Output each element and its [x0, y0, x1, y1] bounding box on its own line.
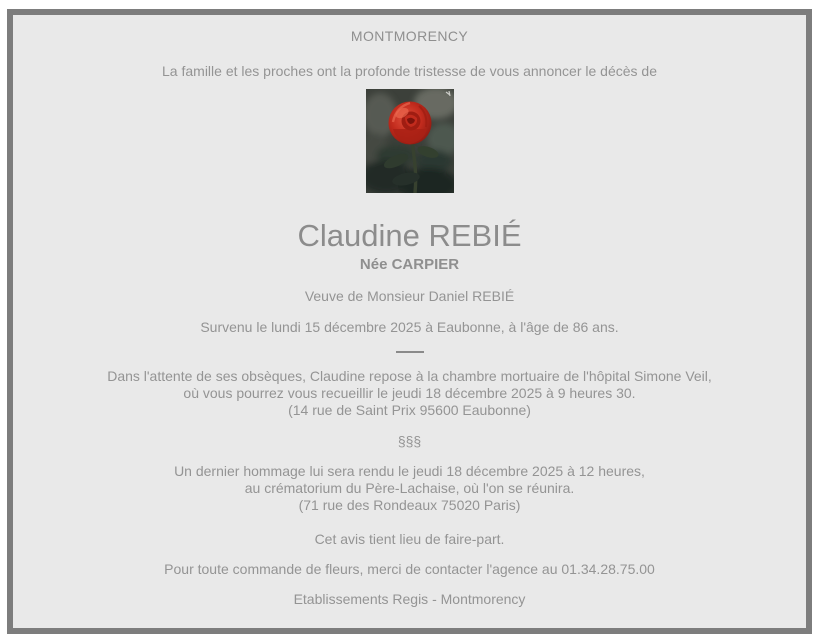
obituary-card [7, 9, 812, 634]
maiden-name: Née CARPIER [359, 256, 460, 273]
divider-line [396, 351, 424, 353]
relationship-line: Veuve de Monsieur Daniel REBIÉ [304, 288, 515, 304]
intro-text: La famille et les proches ont la profonde tristesse de vous annoncer le décès de [162, 63, 657, 79]
city-header: MONTMORENCY [350, 28, 469, 44]
deceased-name: Claudine REBIÉ [297, 218, 522, 253]
wake-paragraph [13, 368, 806, 419]
flowers-contact-line: Pour toute commande de fleurs, merci de contacter l'agence au 01.34.28.75.00 [164, 561, 655, 577]
wake-address: (14 rue de Saint Prix 95600 Eaubonne) [288, 402, 531, 418]
wake-line-2: où vous pourrez vous recueillir le jeudi 18 décembre 2025 à 9 heures 30. [183, 385, 636, 401]
ceremony-address: (71 rue des Rondeaux 75020 Paris) [298, 497, 521, 513]
death-info-line: Survenu le lundi 15 décembre 2025 à Eaubonne, à l'âge de 86 ans. [200, 319, 619, 335]
red-rose-photo-icon [366, 89, 454, 193]
section-divider-symbols: §§§ [397, 433, 422, 449]
deceased-photo [13, 89, 806, 193]
wake-line-1: Dans l'attente de ses obsèques, Claudine repose à la chambre mortuaire de l'hôpital Simone Veil, [107, 368, 712, 384]
ceremony-paragraph [13, 463, 806, 514]
notice-line: Cet avis tient lieu de faire-part. [314, 531, 505, 547]
ceremony-line-2: au crématorium du Père-Lachaise, où l'on se réunira. [244, 480, 575, 496]
agency-line: Etablissements Regis - Montmorency [293, 591, 526, 607]
ceremony-line-1: Un dernier hommage lui sera rendu le jeudi 18 décembre 2025 à 12 heures, [174, 463, 645, 479]
